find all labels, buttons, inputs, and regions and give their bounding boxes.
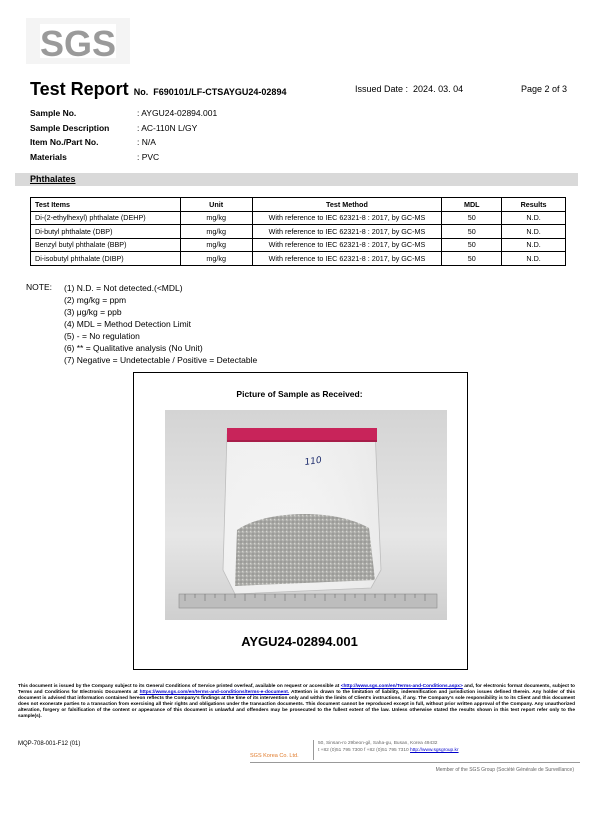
cell-unit: mg/kg: [180, 211, 252, 225]
header-test-items: Test Items: [31, 198, 181, 212]
header-mdl: MDL: [442, 198, 502, 212]
cell-test-item: Di-butyl phthalate (DBP): [31, 225, 181, 239]
pellet-pile: [235, 514, 375, 586]
page-number: Page 2 of 3: [521, 84, 568, 94]
cell-mdl: 50: [442, 252, 502, 266]
bag-zip: [227, 428, 377, 440]
cell-result: N.D.: [502, 225, 566, 239]
report-number: F690101/LF-CTSAYGU24-02894: [153, 87, 287, 97]
table-row: [31, 211, 566, 225]
e-document-terms-link[interactable]: https://www.sgs.com/en/terms-and-conditions/terms-e-document.: [139, 690, 290, 696]
cell-result: N.D.: [502, 211, 566, 225]
note-item: (1) N.D. = Not detected.(<MDL): [64, 283, 183, 293]
cell-method: With reference to IEC 62321-8 : 2017, by GC-MS: [252, 252, 442, 266]
sample-info-row: [30, 121, 217, 136]
results-table: [30, 197, 566, 266]
disclaimer: [18, 684, 575, 721]
issued-date-value: 2024. 03. 04: [413, 84, 464, 94]
item-no-value: : N/A: [137, 137, 156, 148]
sample-info: [30, 106, 217, 164]
terms-link[interactable]: <http://www.sgs.com/en/Terms-and-Conditions.aspx>: [340, 684, 463, 689]
note-item: (3) μg/kg = ppb: [64, 307, 122, 317]
logo-text: SGS: [39, 23, 117, 64]
sample-no-value: : AYGU24-02894.001: [137, 108, 218, 119]
cell-mdl: 50: [442, 238, 502, 252]
cell-test-item: Benzyl butyl phthalate (BBP): [31, 238, 181, 252]
header-unit: Unit: [180, 198, 252, 212]
address-line: 50, Sinsan-ro 29beon-gil, Saha-gu, Busan, Korea 49432: [318, 741, 438, 746]
sample-info-row: [30, 150, 217, 165]
notes-label: NOTE:: [26, 282, 52, 292]
header-test-method: Test Method: [252, 198, 442, 212]
cell-method: With reference to IEC 62321-8 : 2017, by GC-MS: [252, 238, 442, 252]
section-bar: [15, 173, 578, 186]
cell-result: N.D.: [502, 238, 566, 252]
cell-mdl: 50: [442, 211, 502, 225]
note-item: (6) ** = Qualitative analysis (No Unit): [64, 343, 203, 353]
cell-unit: mg/kg: [180, 225, 252, 239]
note-item: (5) - = No regulation: [64, 331, 140, 341]
sample-picture-title: Picture of Sample as Received:: [236, 389, 363, 399]
report-title-text: Test Report: [30, 79, 129, 99]
cell-result: N.D.: [502, 252, 566, 266]
materials-value: : PVC: [137, 152, 160, 163]
materials-label: Materials: [30, 152, 67, 163]
contact-line: [318, 748, 459, 755]
note-item: (2) mg/kg = ppm: [64, 295, 127, 305]
table-row: [31, 225, 566, 239]
table-row: [31, 252, 566, 266]
cell-method: With reference to IEC 62321-8 : 2017, by GC-MS: [252, 211, 442, 225]
cell-mdl: 50: [442, 225, 502, 239]
cell-unit: mg/kg: [180, 252, 252, 266]
issued-date-label: Issued Date :: [355, 84, 409, 94]
phone-fax: t +82 (0)51 795 7300 f +82 (0)51 795 7310: [318, 747, 409, 753]
footer-divider: [313, 740, 314, 760]
cell-method: With reference to IEC 62321-8 : 2017, by GC-MS: [252, 225, 442, 239]
sample-picture-caption: AYGU24-02894.001: [241, 634, 358, 649]
header-results: Results: [502, 198, 566, 212]
sample-info-row: [30, 106, 217, 121]
item-no-label: Item No./Part No.: [30, 137, 99, 148]
section-title: Phthalates: [30, 174, 76, 184]
report-title: [30, 79, 286, 100]
note-item: (4) MDL = Method Detection Limit: [64, 319, 191, 329]
company-name: SGS Korea Co. Ltd.: [250, 753, 299, 759]
website-link[interactable]: http://www.sgsgroup.kr: [410, 747, 459, 753]
notes-list: [64, 282, 257, 366]
disclaimer-text-3: Attention is drawn to the limitation of liability, indemnification and jurisdiction issues defined therein. Any holder of this document is advised that information contained hereon reflects the Company's findings at the time of its intervention only and within the limits of Client's instructions, if any. The Company's sole responsibility is to its Client and this document does not exonerate parties to a transaction from exercising all their rights and obligations under the transaction documents. This document cannot be reproduced except in full, without prior written approval of the Company. Any unauthorized alteration, forgery or falsification of the content or appearance of this document is unlawful and offenders may be prosecuted to the fullest extent of the law. Unless otherwise stated the results shown in this test report refer only to the sample(s).: [18, 690, 575, 720]
disclaimer-text-2: and, for electronic format documents, subject to Terms and Conditions for Electronic Documents at: [18, 684, 575, 696]
ruler: [179, 594, 437, 608]
sample-info-row: [30, 135, 217, 150]
cell-test-item: Di-(2-ethylhexyl) phthalate (DEHP): [31, 211, 181, 225]
bag-handwriting: 110: [304, 455, 323, 468]
form-code: MQP-708-001-F12 (01): [18, 741, 81, 747]
note-item: (7) Negative = Undetectable / Positive = Detectable: [64, 355, 258, 365]
issued-date: [355, 84, 463, 94]
company-address: [318, 741, 459, 755]
sample-description-label: Sample Description: [30, 122, 110, 133]
sample-description-value: : AC-110N L/GY: [137, 122, 198, 133]
cell-unit: mg/kg: [180, 238, 252, 252]
disclaimer-text-1: This document is issued by the Company subject to its General Conditions of Service printed overleaf, available on request or accessible at: [18, 684, 340, 689]
sample-photo: [165, 410, 447, 620]
cell-test-item: Di-isobutyl phthalate (DIBP): [31, 252, 181, 266]
table-row: [31, 238, 566, 252]
footer-rule: [250, 762, 580, 763]
sample-no-label: Sample No.: [30, 108, 77, 119]
report-no-label: No.: [133, 87, 149, 97]
member-statement: Member of the SGS Group (Société Générale de Surveillance): [435, 767, 574, 773]
sgs-logo: [26, 18, 130, 64]
table-header-row: [31, 198, 566, 212]
